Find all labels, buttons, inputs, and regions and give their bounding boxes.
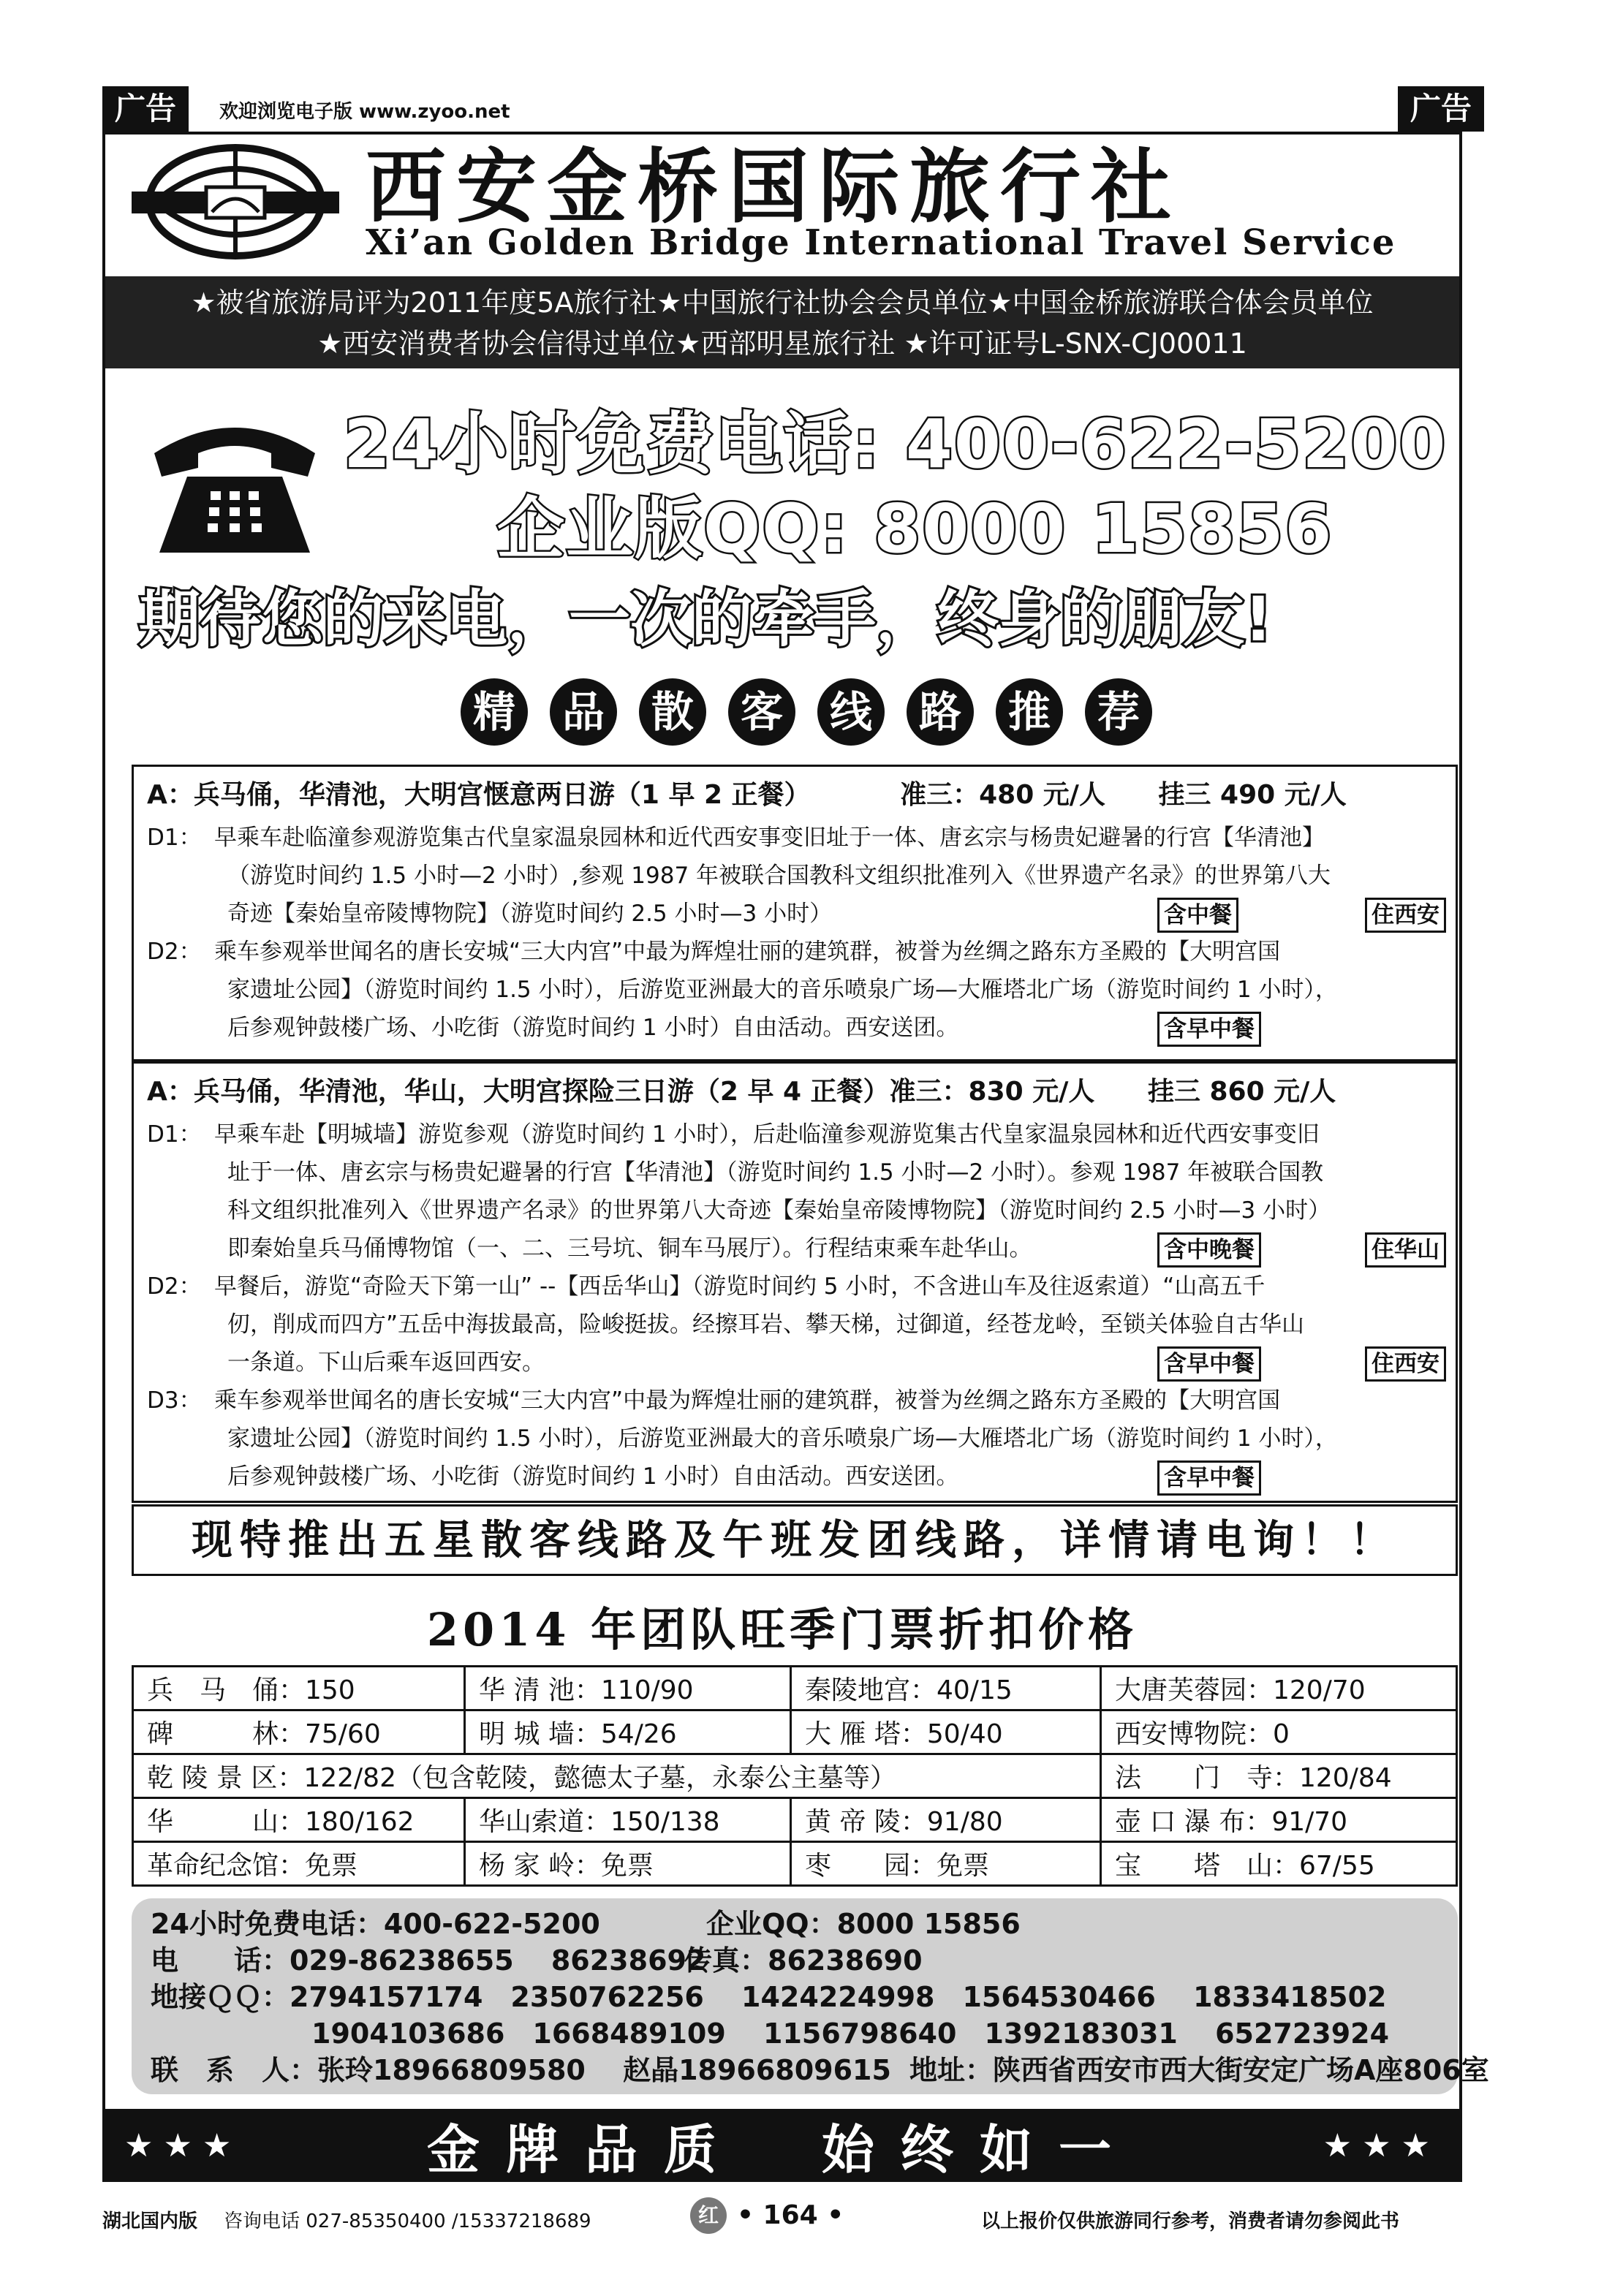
table-cell: 大唐芙蓉园：120/70 [1101,1667,1457,1710]
table-cell: 华 清 池：110/90 [465,1667,791,1710]
section-title-char: 品 [550,678,617,746]
day-label: D2： [147,1273,202,1300]
day-text: 家遗址公园】（游览时间约 1.5 小时），后游览亚洲最大的音乐喷泉广场—大雁塔北广场（游览时间约 1 小时）， [227,1425,1338,1452]
contact-fax[interactable]: 传真：86238690 [684,1944,923,1977]
route-card-1 [132,765,1458,1061]
slogan: 期待您的来电，一次的牵手，终身的朋友! [139,583,1273,655]
site-url[interactable]: 欢迎浏览电子版 www.zyoo.net [219,101,510,123]
honors-banner [105,276,1459,368]
day-text: 后参观钟鼓楼广场、小吃街（游览时间约 1 小时）自由活动。西安送团。 [227,1015,959,1041]
edition-label: 湖北国内版 [102,2210,198,2232]
day-text: （游览时间约 1.5 小时—2 小时）,参观 1987 年被联合国教科文组织批准列入《世界遗产名录》的世界第八大 [227,863,1331,889]
meal-badge: 含早中餐 [1157,1460,1261,1496]
page-number: • 164 • [737,2200,844,2230]
hotline-phone[interactable]: 24小时免费电话: 400-622-5200 [344,405,1448,483]
day-text: 早餐后，游览“奇险天下第一山” --【西岳华山】（游览时间约 5 小时，不含进山车及往返索道）“山高五千 [214,1273,1266,1300]
company-name-en: Xi’an Golden Bridge International Travel Service [366,222,1396,263]
globe-bridge-logo-icon [126,143,345,263]
route-header [134,1064,1456,1115]
day-text: 仞，削成而四方”五岳中海拔最高，险峻挺拔。经擦耳岩、攀天梯，过御道，经苍龙岭，至锁关体验自古华山 [227,1311,1305,1338]
route-price-standard: 准三：480 元/人 [900,780,1105,810]
local-qq-line[interactable]: 2794157174 2350762256 1424224998 1564530466 1833418502 [290,1981,1387,2013]
contact-tel[interactable]: 029-86238655 86238692 [290,1944,706,1977]
table-cell: 华山索道：150/138 [465,1798,791,1842]
table-cell: 明 城 墙：54/26 [465,1710,791,1754]
company-name-cn: 西安金桥国际旅行社 [366,140,1181,234]
table-cell: 杨 家 岭：免票 [465,1842,791,1886]
local-qq-line[interactable]: 1904103686 1668489109 1156798640 1392183031 652723924 [311,2017,1390,2050]
table-row [133,1754,1457,1798]
day-text: 乘车参观举世闻名的唐长安城“三大内宫”中最为辉煌壮丽的建筑群，被誉为丝绸之路东方圣殿的【大明宫国 [214,1387,1281,1414]
local-qq-label: 地接ＱＱ： [151,1981,290,2013]
section-title-char: 精 [461,678,528,746]
day-text: 科文组织批准列入《世界遗产名录》的世界第八大奇迹【秦始皇帝陵博物院】（游览时间约 2.5 小时—3 小时） [227,1197,1331,1224]
day-text: 早乘车赴临潼参观游览集古代皇家温泉园林和近代西安事变旧址于一体、唐玄宗与杨贵妃避暑的行宫【华清池】 [214,825,1325,851]
contact-qq[interactable]: 企业QQ：8000 15856 [706,1908,1021,1940]
route-price-listed: 挂三 490 元/人 [1158,780,1347,810]
tel-label: 电 话： [151,1944,290,1977]
day-label: D3： [147,1387,202,1414]
table-row [133,1710,1457,1754]
table-cell: 革命纪念馆：免票 [133,1842,465,1886]
day-text: 家遗址公园】（游览时间约 1.5 小时），后游览亚洲最大的音乐喷泉广场—大雁塔北广场（游览时间约 1 小时）， [227,977,1338,1003]
section-title [461,678,1152,746]
section-title-char: 荐 [1085,678,1152,746]
table-cell: 乾 陵 景 区：122/82（包含乾陵，懿德太子墓，永泰公主墓等） [133,1754,1101,1798]
table-cell: 宝 塔 山：67/55 [1101,1842,1457,1886]
table-cell: 壶 口 瀑 布：91/70 [1101,1798,1457,1842]
day-text: 乘车参观举世闻名的唐长安城“三大内宫”中最为辉煌壮丽的建筑群，被誉为丝绸之路东方圣殿的【大明宫国 [214,939,1281,965]
stay-badge: 住华山 [1365,1232,1446,1268]
quality-band [102,2109,1462,2182]
five-star-notice: 现特推出五星散客线路及午班发团线路，详情请电询！！ [132,1504,1458,1576]
day-label: D1： [147,1121,202,1148]
day-text: 早乘车赴【明城墙】游览参观（游览时间约 1 小时），后赴临潼参观游览集古代皇家温泉园林和近代西安事变旧 [214,1121,1320,1148]
meal-badge: 含中晚餐 [1157,1232,1261,1268]
section-title-char: 散 [639,678,706,746]
price-table-title: 2014 年团队旺季门票折扣价格 [426,1603,1138,1656]
route-day [134,1115,1456,1268]
route-title: A：兵马俑，华清池，华山，大明宫探险三日游（2 早 4 正餐）准三：830 元/人 [147,1077,1095,1107]
section-title-char: 客 [728,678,795,746]
route-day [134,933,1456,1047]
table-cell: 黄 帝 陵：91/80 [791,1798,1101,1842]
ad-label-left: 广告 [102,86,189,132]
contact-address: 地址：陕西省西安市西大街安定广场A座806室 [909,2054,1489,2086]
table-cell: 枣 园：免票 [791,1842,1101,1886]
star-icon: ★★★ [124,2126,242,2164]
honors-line-2: ★西安消费者协会信得过单位★西部明星旅行社 ★许可证号L-SNX-CJ00011 [317,327,1247,360]
table-cell: 兵 马 俑：150 [133,1667,465,1710]
day-text: 一条道。下山后乘车返回西安。 [227,1349,545,1376]
disclaimer: 以上报价仅供旅游同行参考，消费者请勿参阅此书 [981,2210,1400,2232]
ticket-price-table [132,1665,1458,1887]
table-row [133,1798,1457,1842]
enterprise-qq[interactable]: 企业版QQ: 8000 15856 [497,490,1333,568]
table-row [133,1842,1457,1886]
quality-slogan: 金牌品质 始终如一 [426,2118,1138,2181]
contact-persons[interactable]: 张玲18966809580 赵晶18966809615 [317,2054,891,2086]
table-cell: 法 门 寺：120/84 [1101,1754,1457,1798]
contact-box [132,1898,1489,2094]
day-text: 即秦始皇兵马俑博物馆（一、二、三号坑、铜车马展厅）。行程结束乘车赴华山。 [227,1235,1032,1262]
person-label: 联 系 人： [151,2054,318,2086]
stay-badge: 住西安 [1365,898,1446,933]
table-cell: 华 山：180/162 [133,1798,465,1842]
ad-label-right: 广告 [1398,86,1484,132]
route-title: A：兵马俑，华清池，大明宫惬意两日游（1 早 2 正餐） [147,780,811,810]
meal-badge: 含中餐 [1157,898,1238,933]
table-cell: 秦陵地宫：40/15 [791,1667,1101,1710]
route-day [134,819,1456,933]
table-cell: 碑 林：75/60 [133,1710,465,1754]
section-title-char: 线 [817,678,885,746]
route-day [134,1268,1456,1382]
meal-badge: 含早中餐 [1157,1012,1261,1047]
day-text: 后参观钟鼓楼广场、小吃街（游览时间约 1 小时）自由活动。西安送团。 [227,1463,959,1490]
section-title-char: 路 [907,678,974,746]
day-label: D2： [147,939,202,965]
table-row [133,1667,1457,1710]
day-text: 奇迹【秦始皇帝陵博物院】（游览时间约 2.5 小时—3 小时） [227,901,833,927]
contact-hotline[interactable]: 24小时免费电话：400-622-5200 [151,1908,600,1940]
telephone-icon [143,409,326,558]
meal-badge: 含早中餐 [1157,1346,1261,1382]
honors-line-1: ★被省旅游局评为2011年度5A旅行社★中国旅行社协会会员单位★中国金桥旅游联合体会员单位 [191,287,1374,319]
day-text: 址于一体、唐玄宗与杨贵妃避暑的行宫【华清池】（游览时间约 1.5 小时—2 小时）。参观 1987 年被联合国教 [227,1159,1324,1186]
route-day [134,1382,1456,1496]
route-header [134,767,1456,819]
stay-badge: 住西安 [1365,1346,1446,1382]
route-price-listed: 挂三 860 元/人 [1147,1077,1336,1107]
day-label: D1： [147,825,202,851]
consult-phone[interactable]: 咨询电话 027-85350400 /15337218689 [224,2210,591,2232]
route-card-2 [132,1061,1458,1503]
table-cell: 西安博物院：0 [1101,1710,1457,1754]
section-title-char: 推 [996,678,1063,746]
star-icon: ★★★ [1323,2126,1440,2164]
region-badge: 红 [690,2197,727,2234]
table-cell: 大 雁 塔：50/40 [791,1710,1101,1754]
